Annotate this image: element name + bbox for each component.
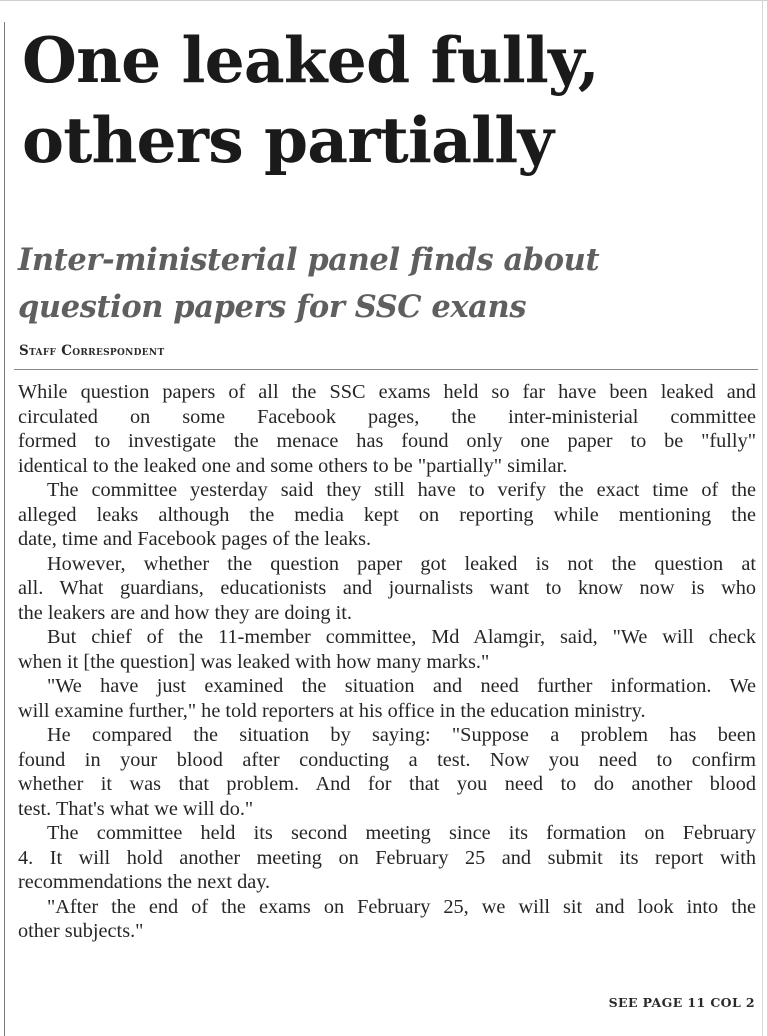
headline-line: One leaked fully, [22, 23, 599, 97]
byline: Staff Correspondent [19, 343, 165, 359]
body-line: While question papers of all the SSC exams held so far have been leaked and [18, 381, 756, 403]
body-line: will examine further," he told reporters at his office in the education ministry. [18, 699, 646, 722]
headline [22, 20, 762, 180]
article-body [18, 380, 756, 944]
body-line: The committee held its second meeting since its formation on February [47, 822, 756, 844]
subheadline-line: Inter-ministerial panel finds about [18, 242, 600, 278]
body-line: when it [the question] was leaked with how many marks." [18, 650, 490, 673]
body-line: date, time and Facebook pages of the leaks. [18, 528, 372, 550]
body-line: circulated on some Facebook pages, the inter-ministerial committee [18, 405, 756, 428]
body-line: formed to investigate the menace has found only one paper to be "fully" [18, 430, 756, 452]
body-line: However, whether the question paper got leaked is not the question at [47, 552, 756, 575]
body-line: The committee yesterday said they still have to verify the exact time of the [47, 479, 756, 501]
top-border [0, 0, 767, 1]
body-line: the leakers are and how they are doing it. [18, 601, 352, 624]
continuation-note: SEE PAGE 11 COL 2 [608, 995, 755, 1010]
body-line: He compared the situation by saying: "Suppose a problem has been [47, 724, 756, 746]
body-line: found in your blood after conducting a test. Now you need to confirm [18, 748, 756, 771]
body-line: whether it was that problem. And for that you need to do another blood [18, 773, 756, 795]
body-line: 4. It will hold another meeting on February 25 and submit its report with [18, 846, 756, 869]
body-line: alleged leaks although the media kept on reporting while mentioning the [18, 503, 756, 526]
body-line: test. That's what we will do." [18, 797, 254, 820]
subheadline-line: question papers for SSC exans [18, 289, 527, 325]
byline-divider [14, 369, 758, 370]
right-border [762, 0, 763, 1036]
body-line: recommendations the next day. [18, 871, 271, 893]
headline-line: others partially [22, 103, 554, 177]
body-line: But chief of the 11-member committee, Md Alamgir, said, "We will check [47, 626, 756, 648]
body-line: all. What guardians, educationists and journalists want to know now is who [18, 577, 756, 599]
body-line: "After the end of the exams on February 25, we will sit and look into the [47, 895, 756, 918]
body-line: other subjects." [18, 920, 144, 942]
column-rule [4, 22, 5, 1036]
subheadline [18, 237, 758, 331]
body-line: identical to the leaked one and some others to be "partially" similar. [18, 454, 568, 477]
body-line: "We have just examined the situation and need further information. We [47, 675, 756, 697]
